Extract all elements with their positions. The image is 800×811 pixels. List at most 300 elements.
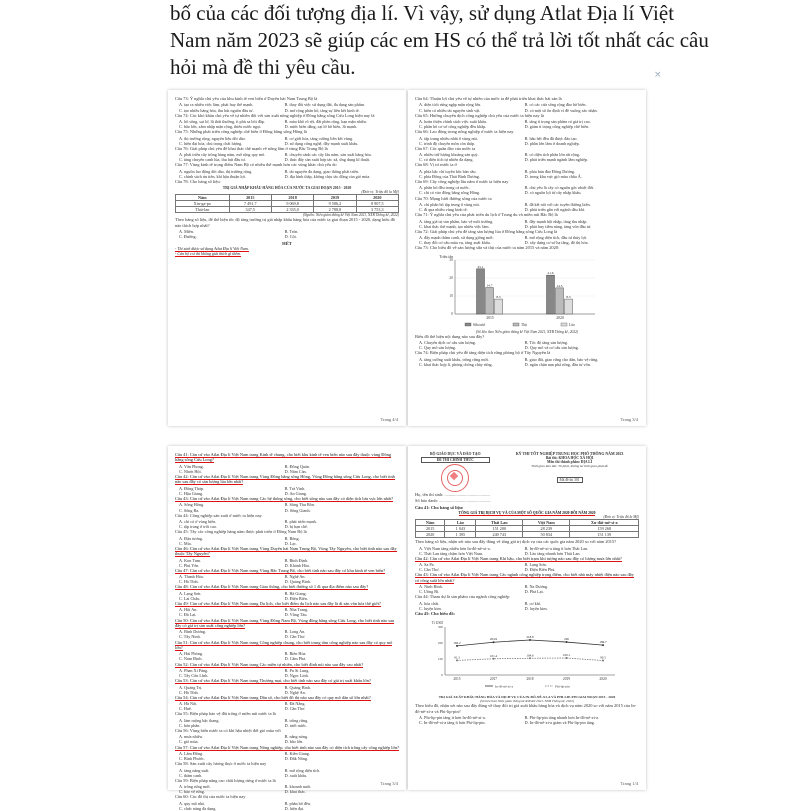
answer-option: A. diện tích rừng ngập mặn rộng lớn. [419, 102, 482, 108]
answer-option: C. gió mùa. [179, 739, 199, 745]
answer-options [175, 119, 399, 129]
answer-option: B. phát triển mạnh. [284, 519, 317, 524]
question-text-body: Câu 50: Căn cứ vào Atlat Địa lí Việt Nam trang Vùng Đông Nam Bộ, Vùng đồng bằng sông Cửu Long, cho biết tỉnh nào sau đây có giá trị sản xuất công nghiệp lớn? [175, 617, 395, 628]
answer-option: C. Đà Lạt. [179, 612, 197, 618]
answer-options [415, 102, 639, 112]
answer-option: A. Quảng Trị. [179, 684, 203, 690]
official-label: ĐỀ THI CHÍNH THỨC [421, 457, 490, 463]
question-text-body: Câu 55: Biện pháp bảo vệ đất trống ở miền núi nước ta là [175, 711, 276, 717]
answer-option: D. có một số ổn định vì đề vuông xác nhận. [524, 107, 598, 113]
answer-option: A. Miền. [179, 229, 195, 235]
answer-options [175, 591, 399, 601]
answer-options [175, 464, 399, 474]
answer-option: C. phân bố cơ sở công nghiệp đều khắp. [419, 124, 487, 130]
data-label: 204.9 [489, 637, 498, 642]
question-text: Theo bảng số liệu, nhận xét nào sau đây đúng về tổng giá trị dịch vụ của các quốc gia năm 2020 so với năm 2015? [415, 539, 617, 545]
table-header-cell: Năm [416, 520, 445, 526]
answer-option: B. hầu hết đều đã được đào tạo. [524, 135, 578, 141]
legend-swatch [561, 323, 567, 326]
answer-option: A. Sa Pa. [419, 562, 435, 568]
answer-option: B. trồng rừng. [284, 717, 309, 723]
answer-option: C. Hà Tĩnh. [179, 579, 199, 585]
answer-option: C. Tây Côn Lĩnh. [179, 673, 209, 679]
answer-option: C. chức năng đa dạng. [179, 805, 217, 811]
answer-options [175, 801, 399, 811]
table-unit: (Đơn vị: Triệu đô la Mỹ) [603, 515, 639, 520]
table-title-text: TỔNG GIÁ TRỊ DỊCH VỤ VÀ CỦA MỘT SỐ QUỐC GIA NĂM 2020 ĐỒI NĂM 2020 [458, 511, 596, 516]
question-text: Theo biểu đồ, nhận xét nào sau đây đúng về thay đổi trị giá xuất khẩu hàng hóa và dịch vụ năm 2020 so với năm 2015 của In-đô-nê-xi-a và Phi-lip-pin? [415, 703, 637, 714]
answer-option: A. Phi-lip-pin tăng ít hơn In-đô-nê-xi-a. [419, 715, 486, 721]
answer-option: A. Hội An. [179, 607, 198, 613]
question-text [175, 711, 399, 716]
answer-option: D. luyện kim. [524, 605, 548, 611]
answer-option: B. mùa khô rõ rệt, đất phèn rộng, hạn mặn nhiều. [284, 119, 367, 124]
answer-option: D. Cột. [284, 234, 297, 240]
bar [547, 275, 555, 314]
answer-options [175, 651, 399, 661]
answer-option: A. Lâm Đồng. [179, 750, 204, 756]
data-label: 106.1 [562, 653, 571, 658]
question-text [175, 546, 399, 557]
answer-option: D. mở rộng phân bố, tăng sự liên kết kinh tế. [284, 107, 360, 113]
answer-option: A. Đồng Tháp. [179, 485, 205, 491]
answer-option: C. khai thác thế mạnh, tạo nhiều việc làm. [419, 223, 490, 229]
question-text-body: Câu 47: Căn cứ vào Atlat Địa lí Việt Nam trang Vùng Bắc Trung Bộ, cho biết tỉnh nào sau đây có khu kinh tế ven biển? [175, 567, 386, 573]
bar [477, 269, 485, 314]
answer-option: B. đã kết nối với các tuyến đường biển. [524, 201, 591, 207]
answer-option: B. mở rộng diện tích. [284, 767, 321, 773]
answer-options [415, 546, 639, 556]
answer-option: A. Vân Phong. [179, 463, 204, 469]
answer-option: D. trong khu vực gió mùa châu Á. [524, 173, 582, 179]
answer-option: C. chỉ có vào đồng bằng sông Hồng. [419, 190, 481, 196]
table-title: TRỊ GIÁ NHẬP KHẨU HÀNG HÓA CỦA NƯỚC TA GIAI ĐOẠN 2015 - 2020 [222, 186, 352, 191]
question-43-text: Câu 43: Căn cứ vào Atlat Địa lí Việt Nam trang Các ngành công nghiệp trọng điểm, cho biết nhà máy nhiệt điện nào sau đây có công suất lớn nhất? [415, 572, 634, 583]
answer-option: B. mở rộng diện tích, đầu tư thủy lợi. [524, 235, 588, 241]
answer-option: C. biển có nhiều tài nguyên sinh vật. [419, 107, 481, 113]
answer-option: A. Bình Dương. [179, 629, 207, 635]
page-number: Trang 4/4 [380, 417, 398, 422]
question-text: Câu 64: Thuận lợi chủ yếu về tự nhiên của nước ta để phát triển khai thác hải sản là [415, 96, 562, 101]
answer-option: A. làm ruộng bậc thang. [179, 717, 220, 723]
answer-option: C. thâm canh. [179, 772, 203, 778]
answer-option: B. Na Dương. [524, 584, 549, 590]
question-text: Câu 73: Ý nghĩa chủ yếu của khu kinh tế ven biển ở Duyên hải Nam Trung Bộ là [175, 96, 318, 101]
answer-options [415, 340, 639, 350]
answer-option: A. Sông Hồng. [179, 502, 205, 508]
data-label: 8.3 [496, 294, 501, 299]
y-axis-label: Triệu tấn [439, 254, 453, 259]
table-cell: 8 907,5 [356, 201, 398, 207]
answer-option: C. hiện đại hóa, chú trọng chất lượng. [179, 140, 243, 146]
data-label: 8.3 [566, 294, 571, 299]
question-text [175, 601, 399, 606]
answer-option: D. Cần Thơ. [284, 706, 306, 712]
answer-option: B. phía bán đảo Đông Dương. [524, 168, 576, 174]
exam-header [415, 452, 639, 492]
answer-option: D. nước biển dâng, sạt lở bờ biển, lũ mạnh. [284, 124, 358, 130]
answer-options [415, 136, 639, 146]
question-text [175, 695, 399, 700]
table-cell: 2020 [416, 532, 445, 538]
bar [565, 299, 573, 314]
answer-option: B. khoanh nuôi. [284, 784, 312, 790]
answer-option: D. ngăn chặn nạn phá rừng, đầu tư vốn. [524, 361, 591, 367]
answer-option: B. Long An. [284, 629, 306, 635]
answer-option: B. Tốc độ tăng sản lượng. [524, 340, 568, 346]
answer-option: C. In-đô-nê-xi-a tăng ít hơn Phi-lip-pin. [419, 720, 486, 726]
answer-options [175, 519, 399, 529]
answer-option: B. chuyển cánh các cây lâu năm, sản xuất hàng hóa. [284, 152, 372, 158]
table-cell: 151 139 [570, 532, 639, 538]
data-label: 91.3 [454, 655, 460, 660]
tick-label: 0 [451, 311, 453, 316]
answer-options [175, 486, 399, 496]
service-table [415, 519, 639, 538]
answer-option: D. Cẩm Phả. [284, 656, 306, 662]
question-text: Câu 71: Ý nghĩa chủ yếu của phát triển du lịch ở Trung du và miền núi Bắc Bộ là [415, 212, 558, 218]
answer-option: A. mưa nhiều. [179, 734, 203, 740]
legend-swatch [465, 323, 471, 326]
page-number: Trang 3/4 [380, 781, 398, 786]
answer-option: D. Điện Biên Phủ. [524, 567, 556, 573]
tick-label: 200 [437, 641, 443, 646]
answer-option: D. sử dụng công nghệ, đầy mạnh xuất khẩu. [284, 140, 359, 146]
data-label: 186.7 [599, 640, 607, 645]
question-text [175, 496, 399, 501]
question-text: Câu 72: Giải pháp chủ yếu để tăng sản lượng lúa ở Đồng bằng sông Cửu Long là [415, 228, 558, 234]
question-text-body: Câu 44: Công nghiệp sản xuất ở nước ta hiện nay [175, 512, 262, 518]
answer-options [175, 558, 399, 568]
data-label: 25.1 [477, 264, 484, 269]
answer-option: D. Năm Căn. [284, 468, 307, 474]
table-cell: 7 491,7 [229, 201, 271, 207]
answer-options [175, 502, 399, 512]
table-header-cell: Năm [176, 195, 230, 201]
question-text [175, 568, 399, 573]
question-text: Câu 76: Giải pháp chủ yếu để khai thác thế mạnh về nông lâm ở vùng Bắc Trung Bộ là [175, 145, 328, 151]
question-text: Câu 65: Hướng chuyển dịch công nghiệp chủ yếu của nước ta hiện nay là [415, 112, 544, 118]
answer-options [415, 584, 639, 594]
table-cell: 240 743 [476, 532, 523, 538]
table-cell: 2 335,0 [271, 207, 313, 213]
question-text [175, 678, 399, 683]
question-42-text: Câu 42: Căn cứ vào Atlat Địa lí Việt Nam trang Khí hậu, cho biết trạm khí tượng nào sau đây có lượng mưa lớn nhất? [415, 555, 622, 561]
bar [556, 288, 564, 314]
question-text-body: Câu 43: Căn cứ vào Atlat Địa lí Việt Nam trang Các hệ thống sông, cho biết sông nào sau đây có diện tích lưu vực lớn nhất? [175, 496, 394, 501]
answer-option: D. Quảng Bình. [284, 579, 312, 585]
answer-option: B. Pu Si Lung. [284, 667, 310, 673]
answer-option: D. có nguồn lợi từ cây nhập khẩu. [524, 190, 582, 196]
data-label: 90.5 [600, 655, 606, 660]
data-label: 182.2 [453, 641, 461, 646]
answer-option: A. nguồn lao động dồi dào, thị trường rộng. [179, 168, 253, 174]
answer-option: A. Ninh Bình. [419, 584, 443, 590]
table-header-cell: 2019 [314, 195, 356, 201]
table-source: (Nguồn: Niên giám thống kê Việt Nam 2021, NXB Thống kê, 2022) [302, 213, 399, 218]
answer-option: A. tăng năng suất. [179, 767, 210, 773]
answer-option: B. Bông. [284, 535, 300, 541]
answer-option: B. chủ yếu là cây có nguồn gốc nhiệt đới. [524, 185, 595, 191]
table-header-cell: Việt Nam [523, 520, 570, 526]
data-point [493, 642, 495, 644]
answer-options [175, 102, 399, 112]
data-label: 101.4 [489, 654, 498, 659]
answer-option: B. có diện tích phần lớn rất rộng. [524, 152, 580, 158]
question-text: Câu 69: Cây công nghiệp lâu năm ở nước ta hiện nay [415, 178, 509, 184]
answer-option: B. Nha Trang. [284, 607, 309, 613]
tick-label: 30 [449, 257, 453, 262]
answer-options [175, 685, 399, 695]
question-text-body: Câu 54: Căn cứ vào Atlat Địa lí Việt Nam trang Dân số, cho biết đô thị nào sau đây có quy mô dân số lớn nhất? [175, 694, 371, 700]
table-cell: Xin-ga-po [176, 201, 230, 207]
answer-option: B. Sông Thu Bồn. [284, 502, 315, 508]
answer-option: B. Quảng Bình. [284, 684, 311, 690]
answer-option: A. Lạng Sơn. [179, 590, 202, 596]
answer-options [415, 119, 639, 129]
answer-option: D. Cần Thơ. [284, 634, 306, 640]
answer-option: C. Đường. [179, 234, 197, 240]
question-text-body: Câu 60: Các đô thị của nước ta hiện nay [175, 794, 246, 800]
data-point [493, 658, 495, 660]
answer-option: C. Lai Châu. [179, 595, 201, 601]
exam-time: Thời gian làm bài: 50 phút, không kể thời gian phát đề [531, 464, 608, 468]
data-label: 14.5 [556, 283, 563, 288]
answer-option: C. trình độ chuyên môn còn thấp. [419, 140, 476, 146]
answer-option: C. Thái Lan tăng chậm hơn Việt Nam. [419, 550, 484, 556]
question-text [175, 452, 399, 463]
question-text: Câu 68: Vị trí nước ta ở [415, 162, 457, 168]
question-text: Câu 70: Mạng lưới đường sông của nước ta [415, 195, 492, 201]
answer-option: A. Việt Nam tăng nhiều hơn In-đô-nê-xi-a. [419, 545, 491, 551]
question-text [175, 728, 399, 733]
answer-option: C. luyện kim. [419, 605, 442, 611]
id-field: Số báo danh: ............................................... [415, 498, 491, 504]
data-point [456, 660, 458, 662]
answer-option: A. phía bắc chí tuyến bắc bán cầu. [419, 168, 477, 174]
answer-option: C. Nam Định. [179, 656, 203, 662]
table-cell: 2015 [416, 526, 445, 532]
answer-option: B. giao đất, giao rừng cho dân, bảo vệ rừng. [524, 356, 599, 362]
answer-option: D. phát triển mạnh ngành lâm nghiệp. [524, 157, 589, 163]
page-number: Trang 1/4 [620, 781, 638, 786]
ministry-name: BỘ GIÁO DỤC VÀ ĐÀO TẠO [430, 452, 481, 456]
answer-option: A. tăng cường xuất khẩu, trồng rừng mới. [419, 356, 489, 362]
question-text-body: Câu 56: Vùng biển nước ta có khí hậu nhiệt đới gió mùa với [175, 727, 281, 733]
question-42 [415, 556, 639, 561]
answer-option: B. tăng tỉ trọng sản phẩm có giá trị cao. [524, 119, 591, 124]
exam-page-3 [408, 90, 646, 426]
answer-option: A. Chuyển dịch cơ cấu sản lượng. [419, 340, 476, 346]
answer-options [175, 718, 399, 728]
answer-option: C. tạo nhiều hàng hóa, thu hút nguồn đầu tư. [179, 107, 254, 113]
answer-options [175, 574, 399, 584]
question-text-body: Câu 51: Căn cứ vào Atlat Địa lí Việt Nam trang Công nghiệp chung, cho biết trung tâm công nghiệp nào sau đây có quy mô lớn? [175, 639, 393, 650]
answer-option: A. hoàn thiện chính sách việc xuất khẩu. [419, 119, 488, 124]
answer-option: A. Đậu tương. [179, 535, 204, 541]
answer-option: D. tưới nước. [284, 722, 308, 728]
answer-option: B. Phi-lip-pin tăng nhanh hơn In-đô-nê-xi-a. [524, 715, 600, 721]
answer-option: D. giảm tỉ trọng công nghiệp chế biến. [524, 124, 590, 130]
legend-label: Sữa tươi [473, 322, 486, 327]
answer-option: C. khai thác hợp lí, phòng chống cháy rừng. [419, 361, 493, 367]
question-text [175, 761, 399, 766]
table-unit: (Đơn vị: Triệu đô la Mỹ) [361, 190, 399, 195]
bar [486, 287, 494, 313]
question-text [175, 745, 399, 750]
answer-option: D. phần lớn làm ở doanh nghiệp. [524, 140, 580, 146]
answer-option: D. Phả Lại. [524, 589, 544, 595]
table-cell: 28 239 [523, 526, 570, 532]
answer-options [175, 229, 399, 239]
category-label: 2015 [486, 315, 494, 320]
question-text-body: Câu 49: Căn cứ vào Atlat Địa lí Việt Nam trang Du lịch, cho biết điểm du lịch nào sau đây là di sản văn hóa thế giới? [175, 600, 381, 606]
name-field: Họ, tên thí sinh: .......................................... [415, 492, 491, 497]
answer-options [175, 751, 399, 761]
answer-option: A. Kon Tum. [179, 557, 202, 563]
bar [495, 299, 503, 314]
question-text: Câu 67: Các quần đảo của nước ta [415, 145, 476, 151]
import-table [175, 194, 399, 213]
data-point [602, 660, 604, 662]
question-text: Câu 78: Cho bảng số liệu: [175, 178, 221, 184]
answer-options [175, 668, 399, 678]
table-header-cell: 2020 [356, 195, 398, 201]
exam-note-text: - Thí sinh được sử dụng Atlat Địa lí Việt Nam. [175, 246, 249, 252]
answer-option: D. hiện đại. [284, 805, 305, 811]
question-text [175, 529, 399, 534]
category-label: 2020 [556, 315, 564, 320]
answer-options [415, 562, 639, 572]
question-text [175, 474, 399, 485]
answer-option: D. xuất khẩu. [284, 772, 308, 778]
answer-option: C. tập trung ở trời cao. [179, 524, 218, 530]
answer-option: D. Ngọc Linh. [284, 673, 309, 679]
answer-option: B. thay đổi việc sử dụng đất, đa dạng sản phẩm. [284, 102, 365, 108]
answer-option: B. tài nguyên đa dạng, giao thông phát triển. [284, 168, 360, 174]
answer-option: D. Lạc. [284, 540, 298, 546]
table-row [176, 207, 399, 213]
answer-option: B. Biên Hòa. [284, 651, 307, 657]
table-cell: 3 753,3 [356, 207, 398, 213]
answer-option: B. Đông Quản. [284, 463, 310, 469]
exam-subtitle: Bài thi: KHOA HỌC XÃ HỘI [545, 456, 594, 460]
table-header-cell: Lào [445, 520, 476, 526]
answer-option: B. In-đô-nê-xi-a tăng ít hơn Thái Lan. [524, 545, 589, 551]
answer-option: B. phân bố đều. [284, 800, 311, 806]
answer-option: D. bị hạn chế. [284, 524, 308, 530]
subject-name: Môn thi thành phần: ĐỊA LÍ [546, 460, 593, 464]
tick-label: 0 [441, 673, 443, 678]
question-text: Câu 74: Các khó khăn chủ yếu về tự nhiên đối với sản xuất nông nghiệp ở Đồng bằng sông Cửu Long hiện nay là [175, 112, 375, 118]
answer-option: C. Phú Yên. [179, 562, 200, 568]
answer-option: C. đi qua nhiều vùng kinh tế. [419, 207, 468, 213]
legend-label: Thịt [521, 322, 527, 327]
answer-option: D. phát triển gắn với ngành dầu khí. [524, 207, 586, 213]
tick-label: 20 [449, 275, 453, 280]
answer-options [175, 607, 399, 617]
answer-option: D. Khánh Hòa. [284, 562, 310, 568]
chart-source: (Số liệu theo Niên giám thống kê ASEAN 2021, NXB Thống kê, 2022) [479, 699, 575, 704]
answer-option: A. phân bố đều trong cả nước. [419, 185, 470, 191]
question-text: Câu 75: Những phát triển công nghiệp chế biến ở Đồng bằng sông Hồng là [175, 129, 307, 135]
seal-icon [441, 464, 469, 492]
question-text-body: Câu 42: Căn cứ vào Atlat Địa lí Việt Nam trang Vùng Đồng bằng sông Hồng, Vùng Đồng bằng sông Cửu Long, cho biết tỉnh nào sau đây có sản lượng lúa lớn nhất? [175, 474, 395, 485]
question-text-body: Câu 41: Căn cứ vào Atlat Địa lí Việt Nam trang Kinh tế chung, cho biết khu kinh tế ven biển nào sau đây thuộc vùng Đồng bằng sông Cửu Long? [175, 452, 392, 463]
answer-option: C. tăng chuyên canh lúa, thu hút đầu tư. [179, 157, 246, 163]
data-label: 14.7 [486, 283, 493, 288]
question-text-body: Câu 46: Căn cứ vào Atlat Địa lí Việt Nam trang Vùng Duyên hải Nam Trung Bộ, Vùng Tây Nguyên, cho biết tỉnh nào sau đây thuộc Tây Nguyên? [175, 545, 397, 557]
exam-notes [175, 246, 399, 256]
tick-label: 10 [449, 293, 453, 298]
data-point [566, 641, 568, 643]
answer-option: C. Tây Ninh. [179, 634, 201, 640]
question-text-body: Câu 58: Sản xuất cây lương thực ở nước ta hiện nay [175, 761, 267, 767]
data-label: 206 [564, 637, 569, 642]
answer-option: B. Kiên Giang. [284, 750, 310, 756]
line-chart [415, 617, 639, 695]
exam-page-4 [168, 90, 406, 426]
data-point [602, 645, 604, 647]
question-text [175, 640, 399, 651]
answer-option: A. quy mô nhỏ. [179, 800, 206, 806]
question-list [175, 452, 399, 811]
answer-option: B. cơ giới hóa, tăng cường liên kết vùng. [284, 135, 354, 141]
close-icon[interactable]: × [654, 70, 662, 80]
answer-option: D. khai thác. [284, 789, 306, 795]
answer-option: D. Lào tăng nhanh hơn Thái Lan. [524, 550, 581, 556]
answer-option: A. nhiều trữ lượng khoáng sản quý. [419, 152, 479, 158]
legend-label: Lúa [569, 322, 575, 327]
data-point [529, 639, 531, 641]
table-cell: 159 268 [570, 526, 639, 532]
exam-note-text: - Cán bộ coi thi không giải thích gì thêm. [175, 251, 241, 257]
data-label: 104.6 [526, 653, 534, 658]
exam-code: Mã đề thi 301 [557, 477, 583, 483]
header-right [500, 452, 639, 492]
question-text-body: Câu 59: Biện pháp nâng cao chất lượng rừng ở nước ta là [175, 777, 276, 783]
answer-option: D. xây dựng cơ sở hạ tầng, đô thị hóa. [524, 240, 589, 246]
tick-label: 300 [437, 625, 443, 630]
question-41: Câu 41: Cho bảng số liệu: [415, 504, 464, 510]
question-text [175, 618, 399, 629]
answer-option: B. đẩy mạnh hội nhập, tăng thu nhập. [524, 218, 588, 224]
data-point [456, 645, 458, 647]
question-43 [415, 572, 639, 583]
answer-options [175, 768, 399, 778]
question-text-body: Câu 45: Tây các công nghiệp hàng năm được phát triển ở Đồng Nam Bộ là [175, 529, 307, 535]
chart-caption: TRỊ GIÁ XUẤT KHẨU HÀNG HÓA VÀ DỊCH VỤ CỦA IN-ĐÔ-NÊ-XI-A VÀ PHI-LIP-PIN GIAI ĐOẠN 2015 - 2020 [438, 695, 616, 700]
exam-page-2 [168, 446, 406, 811]
answer-option: C. phía Đông của Thái Bình Dương. [419, 173, 480, 179]
answer-option: C. Nhơn Hội. [179, 468, 202, 474]
table-header-cell: 2018 [271, 195, 313, 201]
answer-option: D. Điện Biên. [284, 595, 308, 601]
question-text: Theo bảng số liệu, để thể hiện tốc độ tăng trưởng trị giá nhập khẩu hàng hóa của nước ta giai đoạn 2015 - 2020, dạng biểu đồ nào thích hợp nhất? [175, 217, 395, 228]
answer-option: C. Mía. [179, 540, 192, 546]
answer-options [415, 185, 639, 195]
question-text: Câu 73: Cho biểu đồ về sản lượng sữa và thịt của nước ta năm 2015 và năm 2020: [415, 245, 560, 251]
table-header-cell: 2015 [229, 195, 271, 201]
category-label: 2019 [562, 677, 571, 682]
answer-options [175, 784, 399, 794]
answer-option: A. chỉ phân bố tập trung ở vùng núi. [419, 201, 480, 207]
y-axis-label: Tỉ USD [431, 621, 443, 626]
intro-line-2: Nam năm 2023 sẽ giúp các em HS có thể trả lời tốt nhất các câu [170, 28, 709, 52]
question-text: Câu 66: Lao động trong nông nghiệp ở nước ta hiện nay [415, 129, 514, 135]
answer-option: A. tạo ra nhiều việc làm, phát huy thế mạnh. [179, 102, 254, 108]
legend-swatch [513, 323, 519, 326]
